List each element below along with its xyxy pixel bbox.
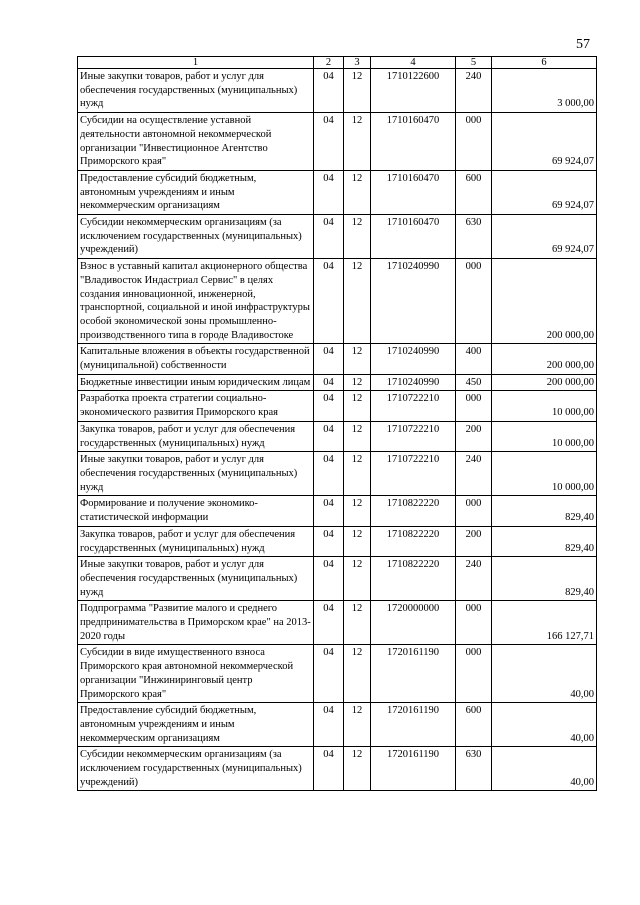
subsection-code-cell: 12 [344, 421, 371, 451]
target-article-cell: 1720161190 [371, 747, 456, 791]
amount-cell: 200 000,00 [492, 374, 597, 391]
row-name-cell: Иные закупки товаров, работ и услуг для обеспечения государственных (муниципальных) нужд [78, 557, 314, 601]
expense-type-cell: 240 [456, 452, 492, 496]
row-name-cell: Иные закупки товаров, работ и услуг для обеспечения государственных (муниципальных) нужд [78, 452, 314, 496]
expense-type-cell: 600 [456, 170, 492, 214]
amount-cell: 3 000,00 [492, 69, 597, 113]
amount-cell: 69 924,07 [492, 113, 597, 171]
row-name-cell: Формирование и получение экономико-статистической информации [78, 496, 314, 526]
row-name-cell: Иные закупки товаров, работ и услуг для обеспечения государственных (муниципальных) нужд [78, 69, 314, 113]
expense-type-cell: 450 [456, 374, 492, 391]
column-header: 1 [78, 57, 314, 69]
expense-type-cell: 000 [456, 113, 492, 171]
row-name-cell: Субсидии некоммерческим организациям (за исключением государственных (муниципальных) учреждений) [78, 747, 314, 791]
column-header: 3 [344, 57, 371, 69]
subsection-code-cell: 12 [344, 601, 371, 645]
section-code-cell: 04 [314, 557, 344, 601]
table-row [78, 344, 597, 374]
amount-cell: 40,00 [492, 747, 597, 791]
target-article-cell: 1710240990 [371, 344, 456, 374]
subsection-code-cell: 12 [344, 344, 371, 374]
section-code-cell: 04 [314, 113, 344, 171]
table-row [78, 259, 597, 344]
section-code-cell: 04 [314, 391, 344, 421]
row-name-cell: Предоставление субсидий бюджетным, автономным учреждениям и иным некоммерческим организациям [78, 703, 314, 747]
amount-cell: 10 000,00 [492, 452, 597, 496]
subsection-code-cell: 12 [344, 170, 371, 214]
target-article-cell: 1710160470 [371, 170, 456, 214]
target-article-cell: 1720161190 [371, 645, 456, 703]
subsection-code-cell: 12 [344, 391, 371, 421]
subsection-code-cell: 12 [344, 452, 371, 496]
column-header: 5 [456, 57, 492, 69]
subsection-code-cell: 12 [344, 703, 371, 747]
target-article-cell: 1710240990 [371, 374, 456, 391]
section-code-cell: 04 [314, 496, 344, 526]
row-name-cell: Закупка товаров, работ и услуг для обеспечения государственных (муниципальных) нужд [78, 421, 314, 451]
section-code-cell: 04 [314, 344, 344, 374]
section-code-cell: 04 [314, 215, 344, 259]
table-row [78, 113, 597, 171]
section-code-cell: 04 [314, 526, 344, 556]
expense-type-cell: 240 [456, 557, 492, 601]
subsection-code-cell: 12 [344, 557, 371, 601]
header-row [78, 57, 597, 69]
page-number: 57 [576, 37, 590, 52]
section-code-cell: 04 [314, 452, 344, 496]
table-row [78, 391, 597, 421]
section-code-cell: 04 [314, 259, 344, 344]
section-code-cell: 04 [314, 645, 344, 703]
table-row [78, 170, 597, 214]
table-row [78, 601, 597, 645]
row-name-cell: Бюджетные инвестиции иным юридическим лицам [78, 374, 314, 391]
table-row [78, 496, 597, 526]
expense-type-cell: 630 [456, 215, 492, 259]
section-code-cell: 04 [314, 69, 344, 113]
expense-type-cell: 000 [456, 601, 492, 645]
row-name-cell: Субсидии на осуществление уставной деятельности автономной некоммерческой организации "Инвестиционное Агентство Приморского края" [78, 113, 314, 171]
table-row [78, 374, 597, 391]
section-code-cell: 04 [314, 703, 344, 747]
expense-type-cell: 000 [456, 391, 492, 421]
target-article-cell: 1710722210 [371, 421, 456, 451]
section-code-cell: 04 [314, 170, 344, 214]
column-header: 4 [371, 57, 456, 69]
row-name-cell: Субсидии в виде имущественного взноса Приморского края автономной некоммерческой организации "Инжиниринговый центр Приморского края" [78, 645, 314, 703]
row-name-cell: Капитальные вложения в объекты государственной (муниципальной) собственности [78, 344, 314, 374]
row-name-cell: Взнос в уставный капитал акционерного общества "Владивосток Индастриал Сервис" в целях создания инновационной, инженерной, транспортной, социальной и иной инфраструктуры особой экономической зоны промышленно-производственного типа в городе Владивостоке [78, 259, 314, 344]
row-name-cell: Подпрограмма "Развитие малого и среднего предпринимательства в Приморском крае" на 2013-2020 годы [78, 601, 314, 645]
section-code-cell: 04 [314, 601, 344, 645]
amount-cell: 829,40 [492, 526, 597, 556]
expense-type-cell: 600 [456, 703, 492, 747]
target-article-cell: 1710160470 [371, 113, 456, 171]
amount-cell: 200 000,00 [492, 259, 597, 344]
target-article-cell: 1710822220 [371, 526, 456, 556]
table-row [78, 526, 597, 556]
target-article-cell: 1710122600 [371, 69, 456, 113]
table-row [78, 421, 597, 451]
table-row [78, 215, 597, 259]
expense-type-cell: 000 [456, 645, 492, 703]
subsection-code-cell: 12 [344, 526, 371, 556]
row-name-cell: Закупка товаров, работ и услуг для обеспечения государственных (муниципальных) нужд [78, 526, 314, 556]
target-article-cell: 1720161190 [371, 703, 456, 747]
subsection-code-cell: 12 [344, 645, 371, 703]
expense-type-cell: 240 [456, 69, 492, 113]
target-article-cell: 1710240990 [371, 259, 456, 344]
table-row [78, 452, 597, 496]
subsection-code-cell: 12 [344, 113, 371, 171]
amount-cell: 829,40 [492, 496, 597, 526]
target-article-cell: 1710822220 [371, 557, 456, 601]
row-name-cell: Разработка проекта стратегии социально-экономического развития Приморского края [78, 391, 314, 421]
expense-type-cell: 200 [456, 421, 492, 451]
target-article-cell: 1710160470 [371, 215, 456, 259]
expense-type-cell: 000 [456, 496, 492, 526]
subsection-code-cell: 12 [344, 374, 371, 391]
expense-type-cell: 630 [456, 747, 492, 791]
amount-cell: 200 000,00 [492, 344, 597, 374]
table-row [78, 703, 597, 747]
row-name-cell: Субсидии некоммерческим организациям (за исключением государственных (муниципальных) учреждений) [78, 215, 314, 259]
amount-cell: 40,00 [492, 703, 597, 747]
column-header: 2 [314, 57, 344, 69]
amount-cell: 829,40 [492, 557, 597, 601]
section-code-cell: 04 [314, 374, 344, 391]
target-article-cell: 1710722210 [371, 391, 456, 421]
expense-type-cell: 400 [456, 344, 492, 374]
subsection-code-cell: 12 [344, 215, 371, 259]
amount-cell: 166 127,71 [492, 601, 597, 645]
section-code-cell: 04 [314, 747, 344, 791]
expense-type-cell: 200 [456, 526, 492, 556]
subsection-code-cell: 12 [344, 259, 371, 344]
target-article-cell: 1710722210 [371, 452, 456, 496]
amount-cell: 69 924,07 [492, 170, 597, 214]
amount-cell: 10 000,00 [492, 421, 597, 451]
expense-type-cell: 000 [456, 259, 492, 344]
table-row [78, 69, 597, 113]
target-article-cell: 1710822220 [371, 496, 456, 526]
section-code-cell: 04 [314, 421, 344, 451]
target-article-cell: 1720000000 [371, 601, 456, 645]
amount-cell: 10 000,00 [492, 391, 597, 421]
table-row [78, 747, 597, 791]
table-row [78, 557, 597, 601]
column-header: 6 [492, 57, 597, 69]
row-name-cell: Предоставление субсидий бюджетным, автономным учреждениям и иным некоммерческим организациям [78, 170, 314, 214]
table-row [78, 645, 597, 703]
subsection-code-cell: 12 [344, 69, 371, 113]
subsection-code-cell: 12 [344, 747, 371, 791]
amount-cell: 40,00 [492, 645, 597, 703]
amount-cell: 69 924,07 [492, 215, 597, 259]
subsection-code-cell: 12 [344, 496, 371, 526]
budget-table [77, 56, 597, 791]
